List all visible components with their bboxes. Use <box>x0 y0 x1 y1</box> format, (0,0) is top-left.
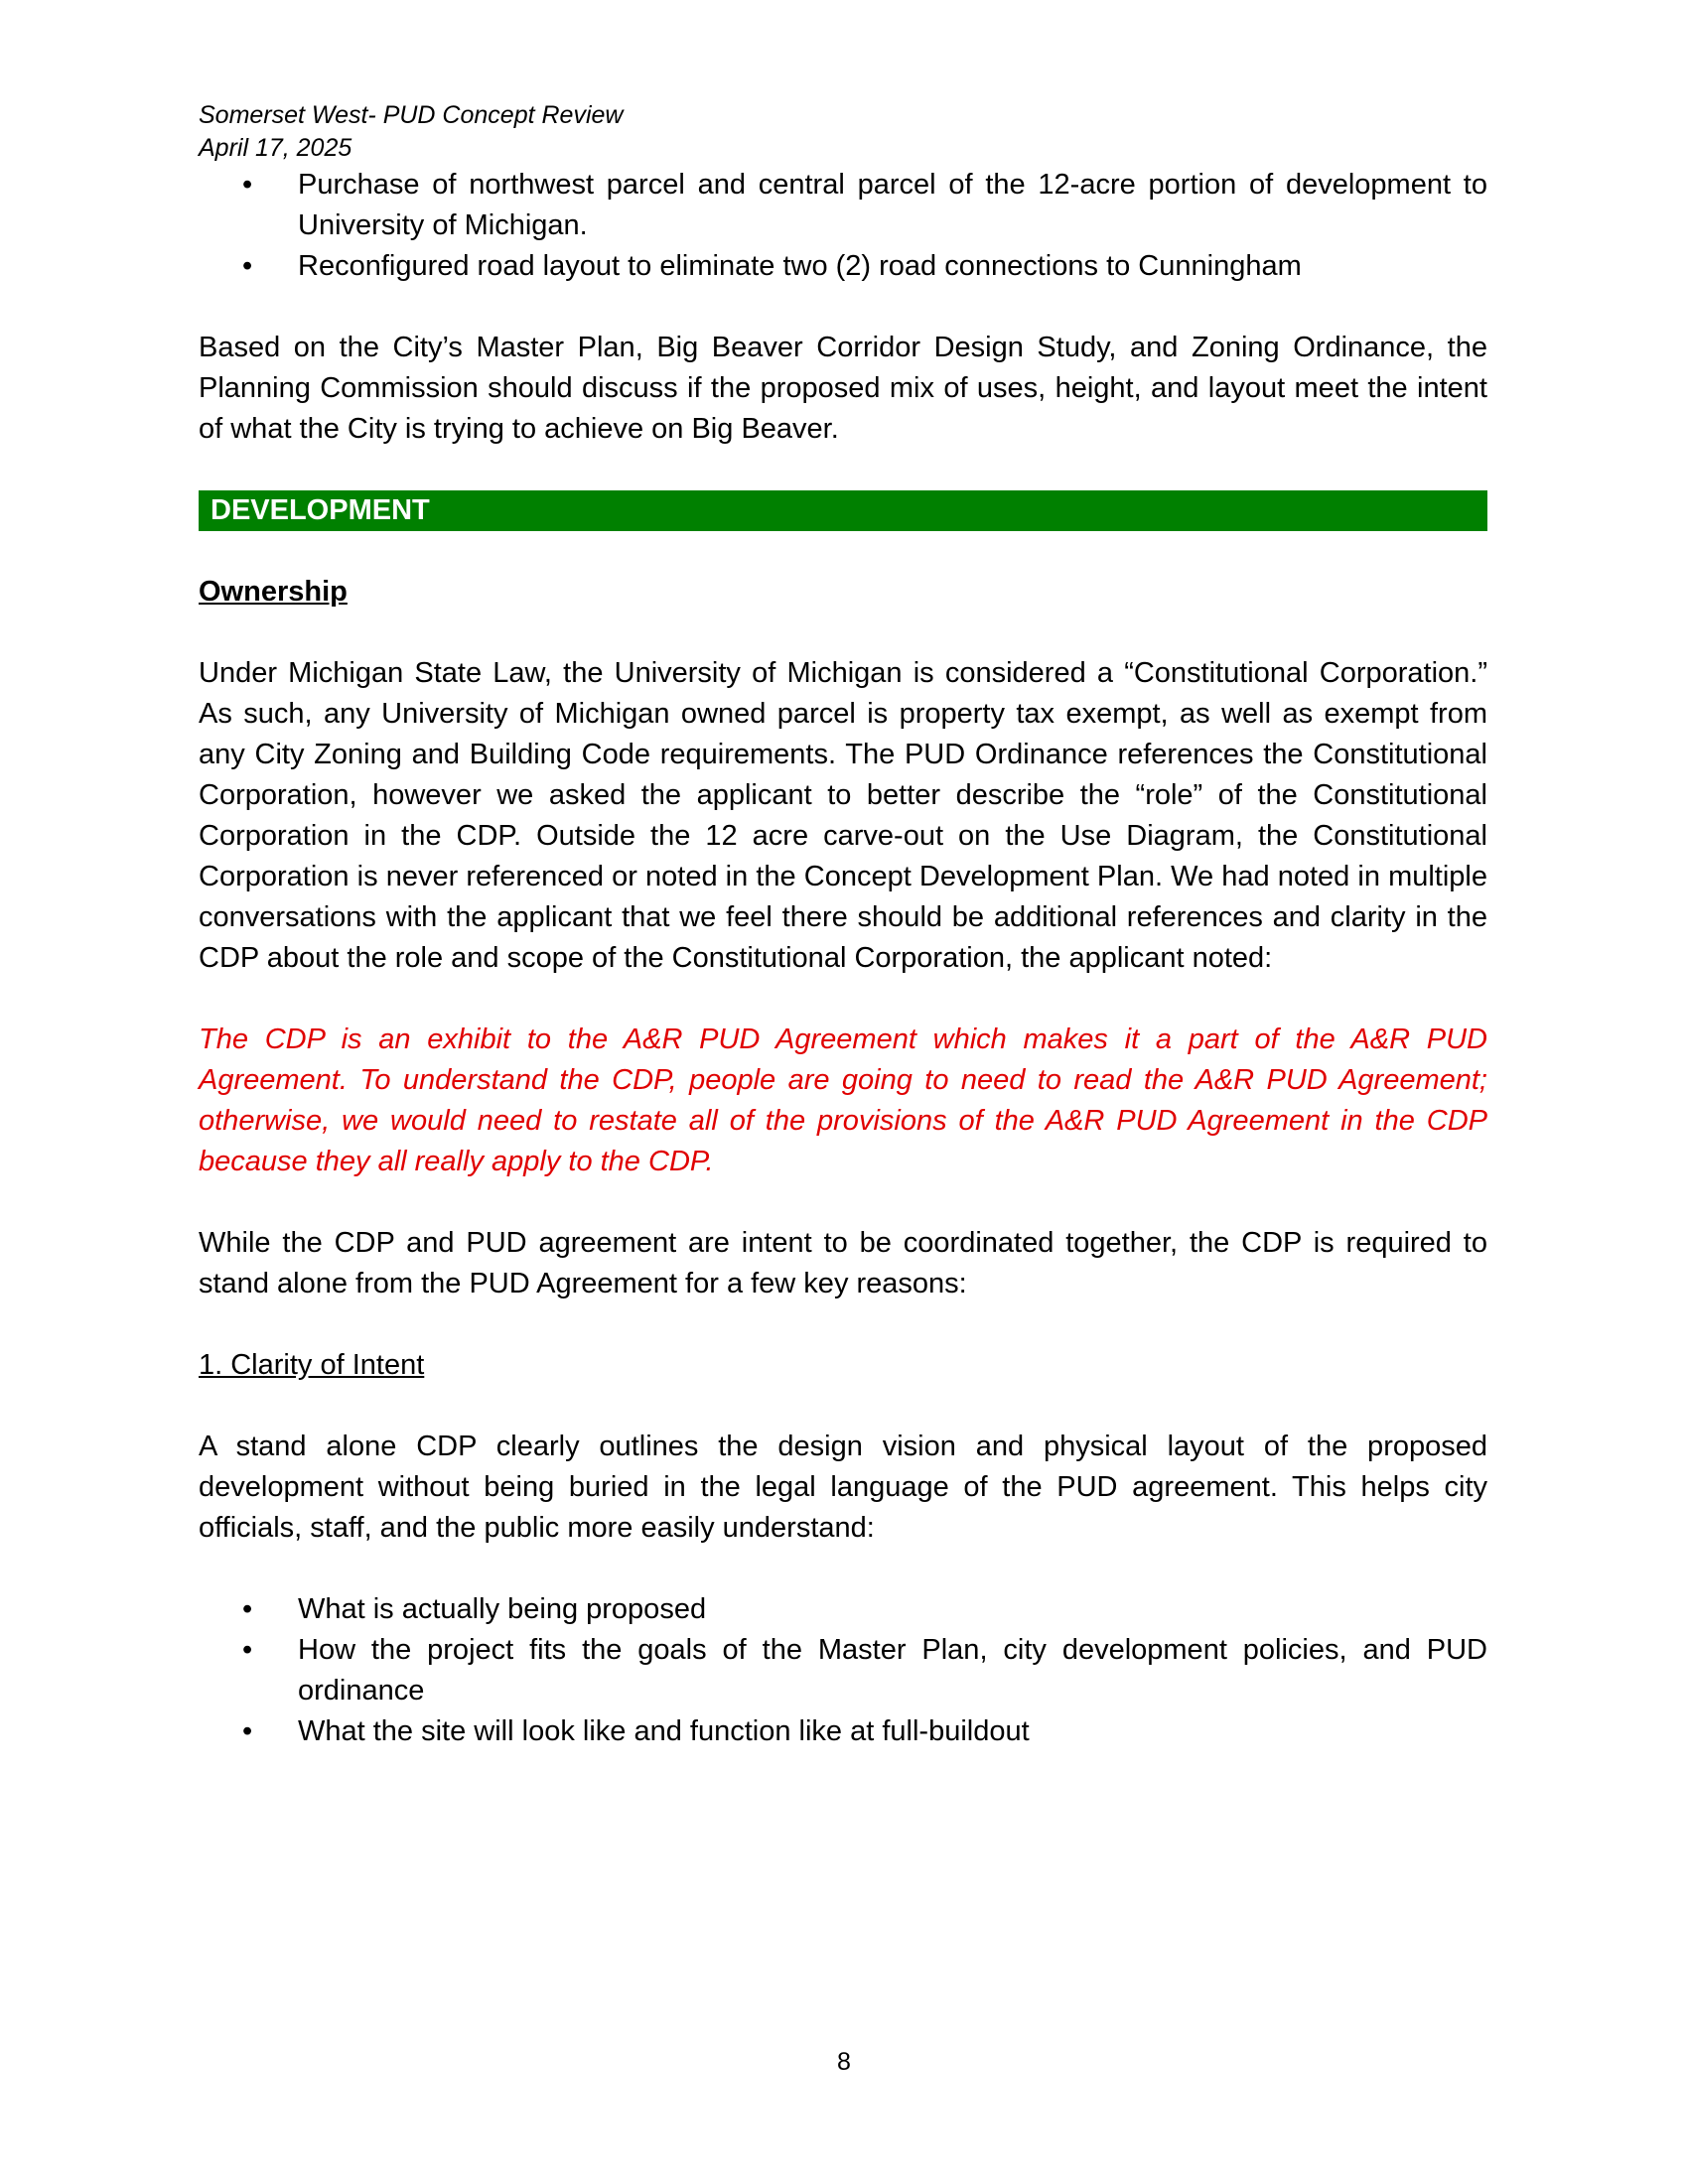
list-item-text: What the site will look like and function like at full-buildout <box>298 1715 1030 1747</box>
intro-paragraph: Based on the City’s Master Plan, Big Beaver Corridor Design Study, and Zoning Ordinance, the Planning Commission should discuss if the proposed mix of uses, height, and layout meet the intent of what the City is trying to achieve on Big Beaver. <box>199 332 1487 445</box>
list-item <box>199 1630 1487 1711</box>
ownership-paragraph: Under Michigan State Law, the University of Michigan is considered a “Constitutional Corporation.” As such, any University of Michigan owned parcel is property tax exempt, as well as exempt from any City Zoning and Building Code requirements. The PUD Ordinance references the Constitutional Corporation, however we asked the applicant to better describe the “role” of the Constitutional Corporation in the CDP. Outside the 12 acre carve-out on the Use Diagram, the Constitutional Corporation is never referenced or noted in the Concept Development Plan. We had noted in multiple conversations with the applicant that we feel there should be additional references and clarity in the CDP about the role and scope of the Constitutional Corporation, the applicant noted: <box>199 657 1487 974</box>
bullet-icon: • <box>242 169 253 201</box>
ownership-heading: Ownership <box>199 576 348 608</box>
list-item <box>199 1711 1487 1752</box>
bullet-icon: • <box>242 1634 253 1666</box>
bullet-icon: • <box>242 1593 253 1625</box>
top-bullet-list <box>199 165 1487 287</box>
bullet-icon: • <box>242 1715 253 1747</box>
bullet-icon: • <box>242 250 253 282</box>
list-item-text: Reconfigured road layout to eliminate two (2) road connections to Cunningham <box>298 250 1302 282</box>
list-item-text: What is actually being proposed <box>298 1593 707 1625</box>
section-band-development: DEVELOPMENT <box>199 490 1487 531</box>
list-item <box>199 1589 1487 1630</box>
header-date: April 17, 2025 <box>199 134 352 162</box>
list-item-text: How the project fits the goals of the Master Plan, city development policies, and PUD ordinance <box>298 1634 1487 1706</box>
applicant-quote: The CDP is an exhibit to the A&R PUD Agreement which makes it a part of the A&R PUD Agreement. To understand the CDP, people are going to need to read the A&R PUD Agreement; otherwise, we would need to restate all of the provisions of the A&R PUD Agreement in the CDP because they all really apply to the CDP. <box>199 1024 1487 1177</box>
running-header <box>199 99 1487 165</box>
list-item <box>199 165 1487 246</box>
clarity-heading: 1. Clarity of Intent <box>199 1349 425 1381</box>
list-item <box>199 246 1487 287</box>
page-content <box>199 99 1487 1752</box>
response-paragraph: While the CDP and PUD agreement are intent to be coordinated together, the CDP is required to stand alone from the PUD Agreement for a few key reasons: <box>199 1227 1487 1299</box>
list-item-text: Purchase of northwest parcel and central parcel of the 12-acre portion of development to University of Michigan. <box>298 169 1487 241</box>
page-number: 8 <box>837 2048 851 2076</box>
header-title: Somerset West- PUD Concept Review <box>199 101 624 129</box>
clarity-bullet-list <box>199 1589 1487 1752</box>
clarity-paragraph: A stand alone CDP clearly outlines the design vision and physical layout of the proposed development without being buried in the legal language of the PUD agreement. This helps city officials, staff, and the public more easily understand: <box>199 1431 1487 1544</box>
